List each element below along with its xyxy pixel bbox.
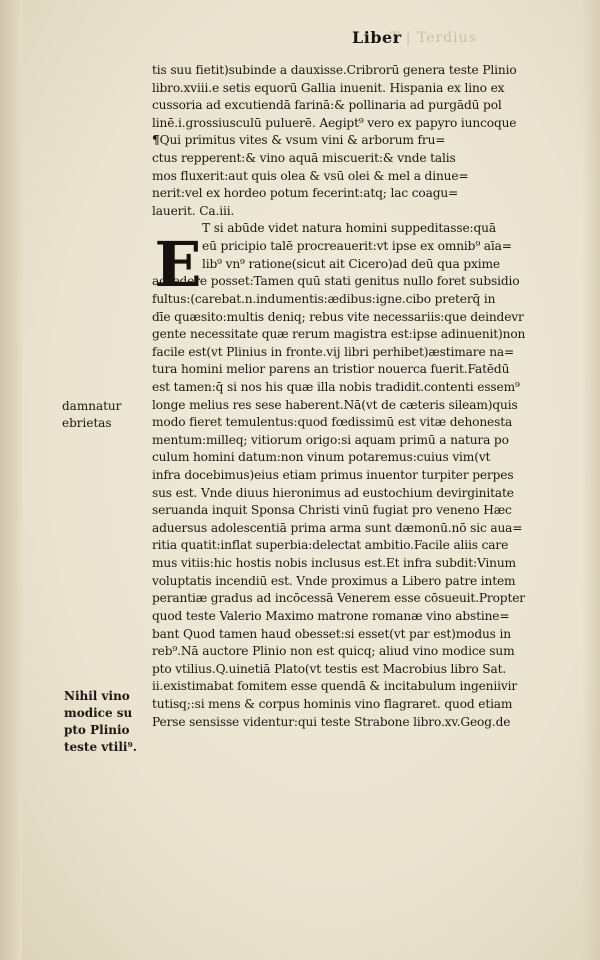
text-line: cussoria ad excutiendā farinā:& pollinaria ad purgādū pol — [152, 98, 502, 113]
text-line: reb⁹.Nā auctore Plinio non est quicq; aliud vino modice sum — [152, 644, 515, 659]
chapter-heading-line: mos fluxerit:aut quis olea & vsū olei & mel a dinue= — [152, 168, 469, 183]
text-line: infra docebimus)eius etiam primus inuentor turpiter perpes — [152, 468, 514, 483]
chapter-heading-line: lauerit. Ca.iii. — [152, 203, 235, 218]
text-line: voluptatis incendiū est. Vnde proximus a Libero patre intem — [152, 573, 516, 588]
main-text-block — [152, 62, 584, 731]
text-line: T si abūde videt natura homini suppeditasse:quā — [202, 221, 496, 236]
margin-note-line: ebrietas — [62, 416, 112, 430]
text-line: mentum:milleq; vitiorum origo:si aquam primū a natura po — [152, 432, 509, 447]
text-line: mus vitiis:hic hostis nobis inclusus est.Et infra subdit:Vinum — [152, 556, 516, 571]
text-line: tutisq;:si mens & corpus hominis vino flagraret. quod etiam — [152, 696, 513, 711]
chapter-heading-text: Qui primitus vites & vsum vini & arborum fru= — [159, 133, 446, 148]
text-line: pto vtilius.Q.uinetiā Plato(vt testis est Macrobius libro Sat. — [152, 661, 507, 676]
text-line: Perse sensisse videntur:qui teste Strabone libro.xv.Geog.de — [152, 714, 511, 729]
chapter-heading-line — [152, 132, 584, 150]
text-line: gente necessitate quæ rerum magistra est:ipse adinuenit)non — [152, 327, 526, 342]
text-line: sus est. Vnde diuus hieronimus ad eustochium devirginitate — [152, 485, 514, 500]
margin-note-line: modice su — [64, 706, 133, 720]
text-line: ii.existimabat fomitem esse quendā & incitabulum ingeniivir — [152, 679, 518, 694]
chapter-heading-line: nerit:vel ex hordeo potum fecerint:atq; lac coagu= — [152, 186, 459, 201]
text-line: culum homini datum:non vinum potaremus:cuius vim(vt — [152, 450, 491, 465]
binding-gutter — [0, 0, 22, 960]
margin-note-line: Nihil vino — [64, 689, 130, 703]
margin-note-line: damnatur — [62, 399, 122, 413]
text-line: facile est(vt Plinius in fronte.vij libri perhibet)æstimare na= — [152, 344, 515, 359]
text-line: fultus:(carebat.n.indumentis:ædibus:igne.cibo preterq̄ in — [152, 291, 496, 306]
text-line: modo fieret temulentus:quod fœdissimū est vitæ dehonesta — [152, 415, 513, 430]
text-line: linē.i.grossiusculū puluerē. Aegipt⁹ vero ex papyro iuncoque — [152, 115, 517, 130]
text-line: est tamen:q̄ si nos his quæ illa nobis tradidit.contenti essem⁹ — [152, 379, 520, 394]
paragraph-mark-icon: ¶ — [152, 133, 160, 148]
text-line: libro.xviii.e setis equorū Gallia inuenit. Hispania ex lino ex — [152, 80, 505, 95]
text-line: dīe quæsito:multis deniq; rebus vite necessariis:que deindevr — [152, 309, 524, 324]
text-line: longe melius res sese haberent.Nā(vt de cæteris sileam)quis — [152, 397, 518, 412]
margin-note-line: teste vtili⁹. — [64, 740, 137, 754]
chapter-heading-line: ctus repperent:& vino aquā miscuerit:& vnde talis — [152, 151, 456, 166]
text-line: tura homini melior parens an tristior nouerca fuerit.Fatēdū — [152, 362, 510, 377]
text-line: accedere posset:Tamen quū stati genitus nullo foret subsidio — [152, 274, 520, 289]
text-line: eū pricipio talē procreauerit:vt ipse ex omnib⁹ aīa= — [202, 239, 512, 254]
running-head: Liber — [352, 28, 402, 47]
page-edge-shadow — [582, 0, 600, 960]
decorated-initial: E — [154, 228, 202, 301]
margin-note-vino — [64, 688, 150, 756]
margin-note-ebrietas — [62, 398, 150, 432]
text-line: quod teste Valerio Maximo matrone romanæ vino abstine= — [152, 608, 510, 623]
margin-note-line: pto Plinio — [64, 723, 130, 737]
text-line: ritia quatit:inflat superbia:delectat ambitio.Facile aliis care — [152, 538, 509, 553]
text-line: aduersus adolescentiā prima arma sunt dæmonū.nō sic aua= — [152, 520, 523, 535]
text-line: seruanda inquit Sponsa Christi vinū fugiat pro veneno Hæc — [152, 503, 512, 518]
text-line: tis suu fietit)subinde a dauxisse.Cribrorū genera teste Plinio — [152, 63, 517, 77]
bleed-through-text: T | Terdius — [390, 30, 477, 46]
text-line: bant Quod tamen haud obesset:si esset(vt par est)modus in — [152, 626, 511, 641]
text-line: lib⁹ vn⁹ ratione(sicut ait Cicero)ad deū qua pxime — [202, 256, 500, 271]
text-line: perantiæ gradus ad incōcessā Venerem esse cōsueuit.Propter — [152, 591, 525, 606]
